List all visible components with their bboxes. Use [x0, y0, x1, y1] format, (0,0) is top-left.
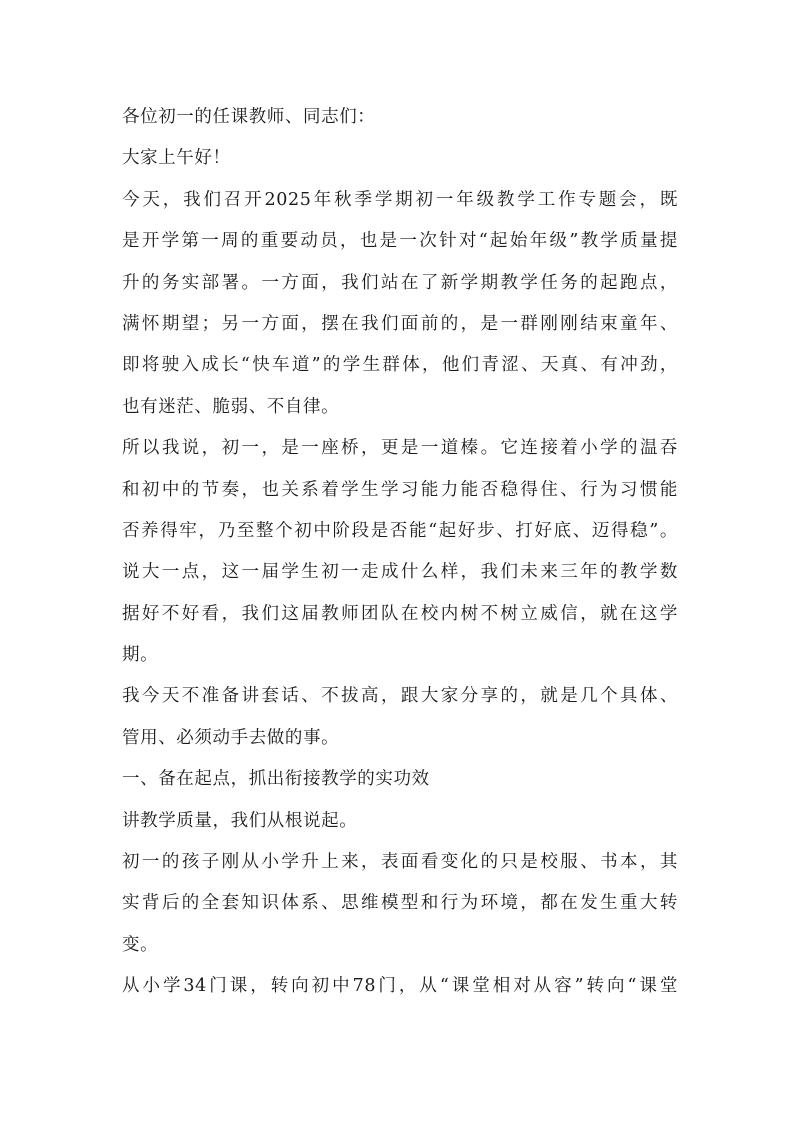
text-line: 满怀期望；另一方面，摆在我们面前的，是一群刚刚结束童年、 — [122, 313, 678, 334]
text-line: 各位初一的任课教师、同志们： — [122, 107, 376, 127]
text-line: 说大一点，这一届学生初一走成什么样，我们未来三年的教学数 — [122, 562, 678, 583]
text-line: 我今天不准备讲套话、不拔高，跟大家分享的，就是几个具体、 — [122, 686, 678, 707]
text-line: 今天，我们召开2025年秋季学期初一年级教学工作专题会，既 — [122, 189, 678, 210]
text-line: 否养得牢，乃至整个初中阶段是否能“起好步、打好底、迈得稳”。 — [122, 520, 678, 541]
text-line: 大家上午好！ — [122, 148, 231, 169]
text-line: 即将驶入成长“快车道”的学生群体，他们青涩、天真、有冲劲， — [122, 355, 678, 376]
text-line: 变。 — [122, 934, 159, 955]
text-line: 也有迷茫、脆弱、不自律。 — [122, 396, 340, 417]
text-line: 是开学第一周的重要动员，也是一次针对“起始年级”教学质量提 — [122, 231, 678, 252]
text-line: 升的务实部署。一方面，我们站在了新学期教学任务的起跑点， — [122, 272, 678, 293]
text-line: 从小学34门课，转向初中78门，从“课堂相对从容”转向“课堂 — [122, 976, 678, 997]
text-line: 讲教学质量，我们从根说起。 — [122, 810, 358, 831]
text-line: 期。 — [122, 645, 159, 666]
text-line: 实背后的全套知识体系、思维模型和行为环境，都在发生重大转 — [122, 893, 678, 914]
text-line: 管用、必须动手去做的事。 — [122, 727, 340, 748]
text-line: 据好不好看，我们这届教师团队在校内树不树立威信，就在这学 — [122, 603, 678, 624]
text-line: 所以我说，初一，是一座桥，更是一道榛。它连接着小学的温吞 — [122, 438, 678, 459]
text-line: 一、备在起点，抓出衔接教学的实功效 — [122, 769, 430, 790]
document-body — [122, 97, 678, 1008]
text-line: 和初中的节奏，也关系着学生学习能力能否稳得住、行为习惯能 — [122, 479, 678, 500]
text-line: 初一的孩子刚从小学升上来，表面看变化的只是校服、书本，其 — [122, 852, 678, 873]
